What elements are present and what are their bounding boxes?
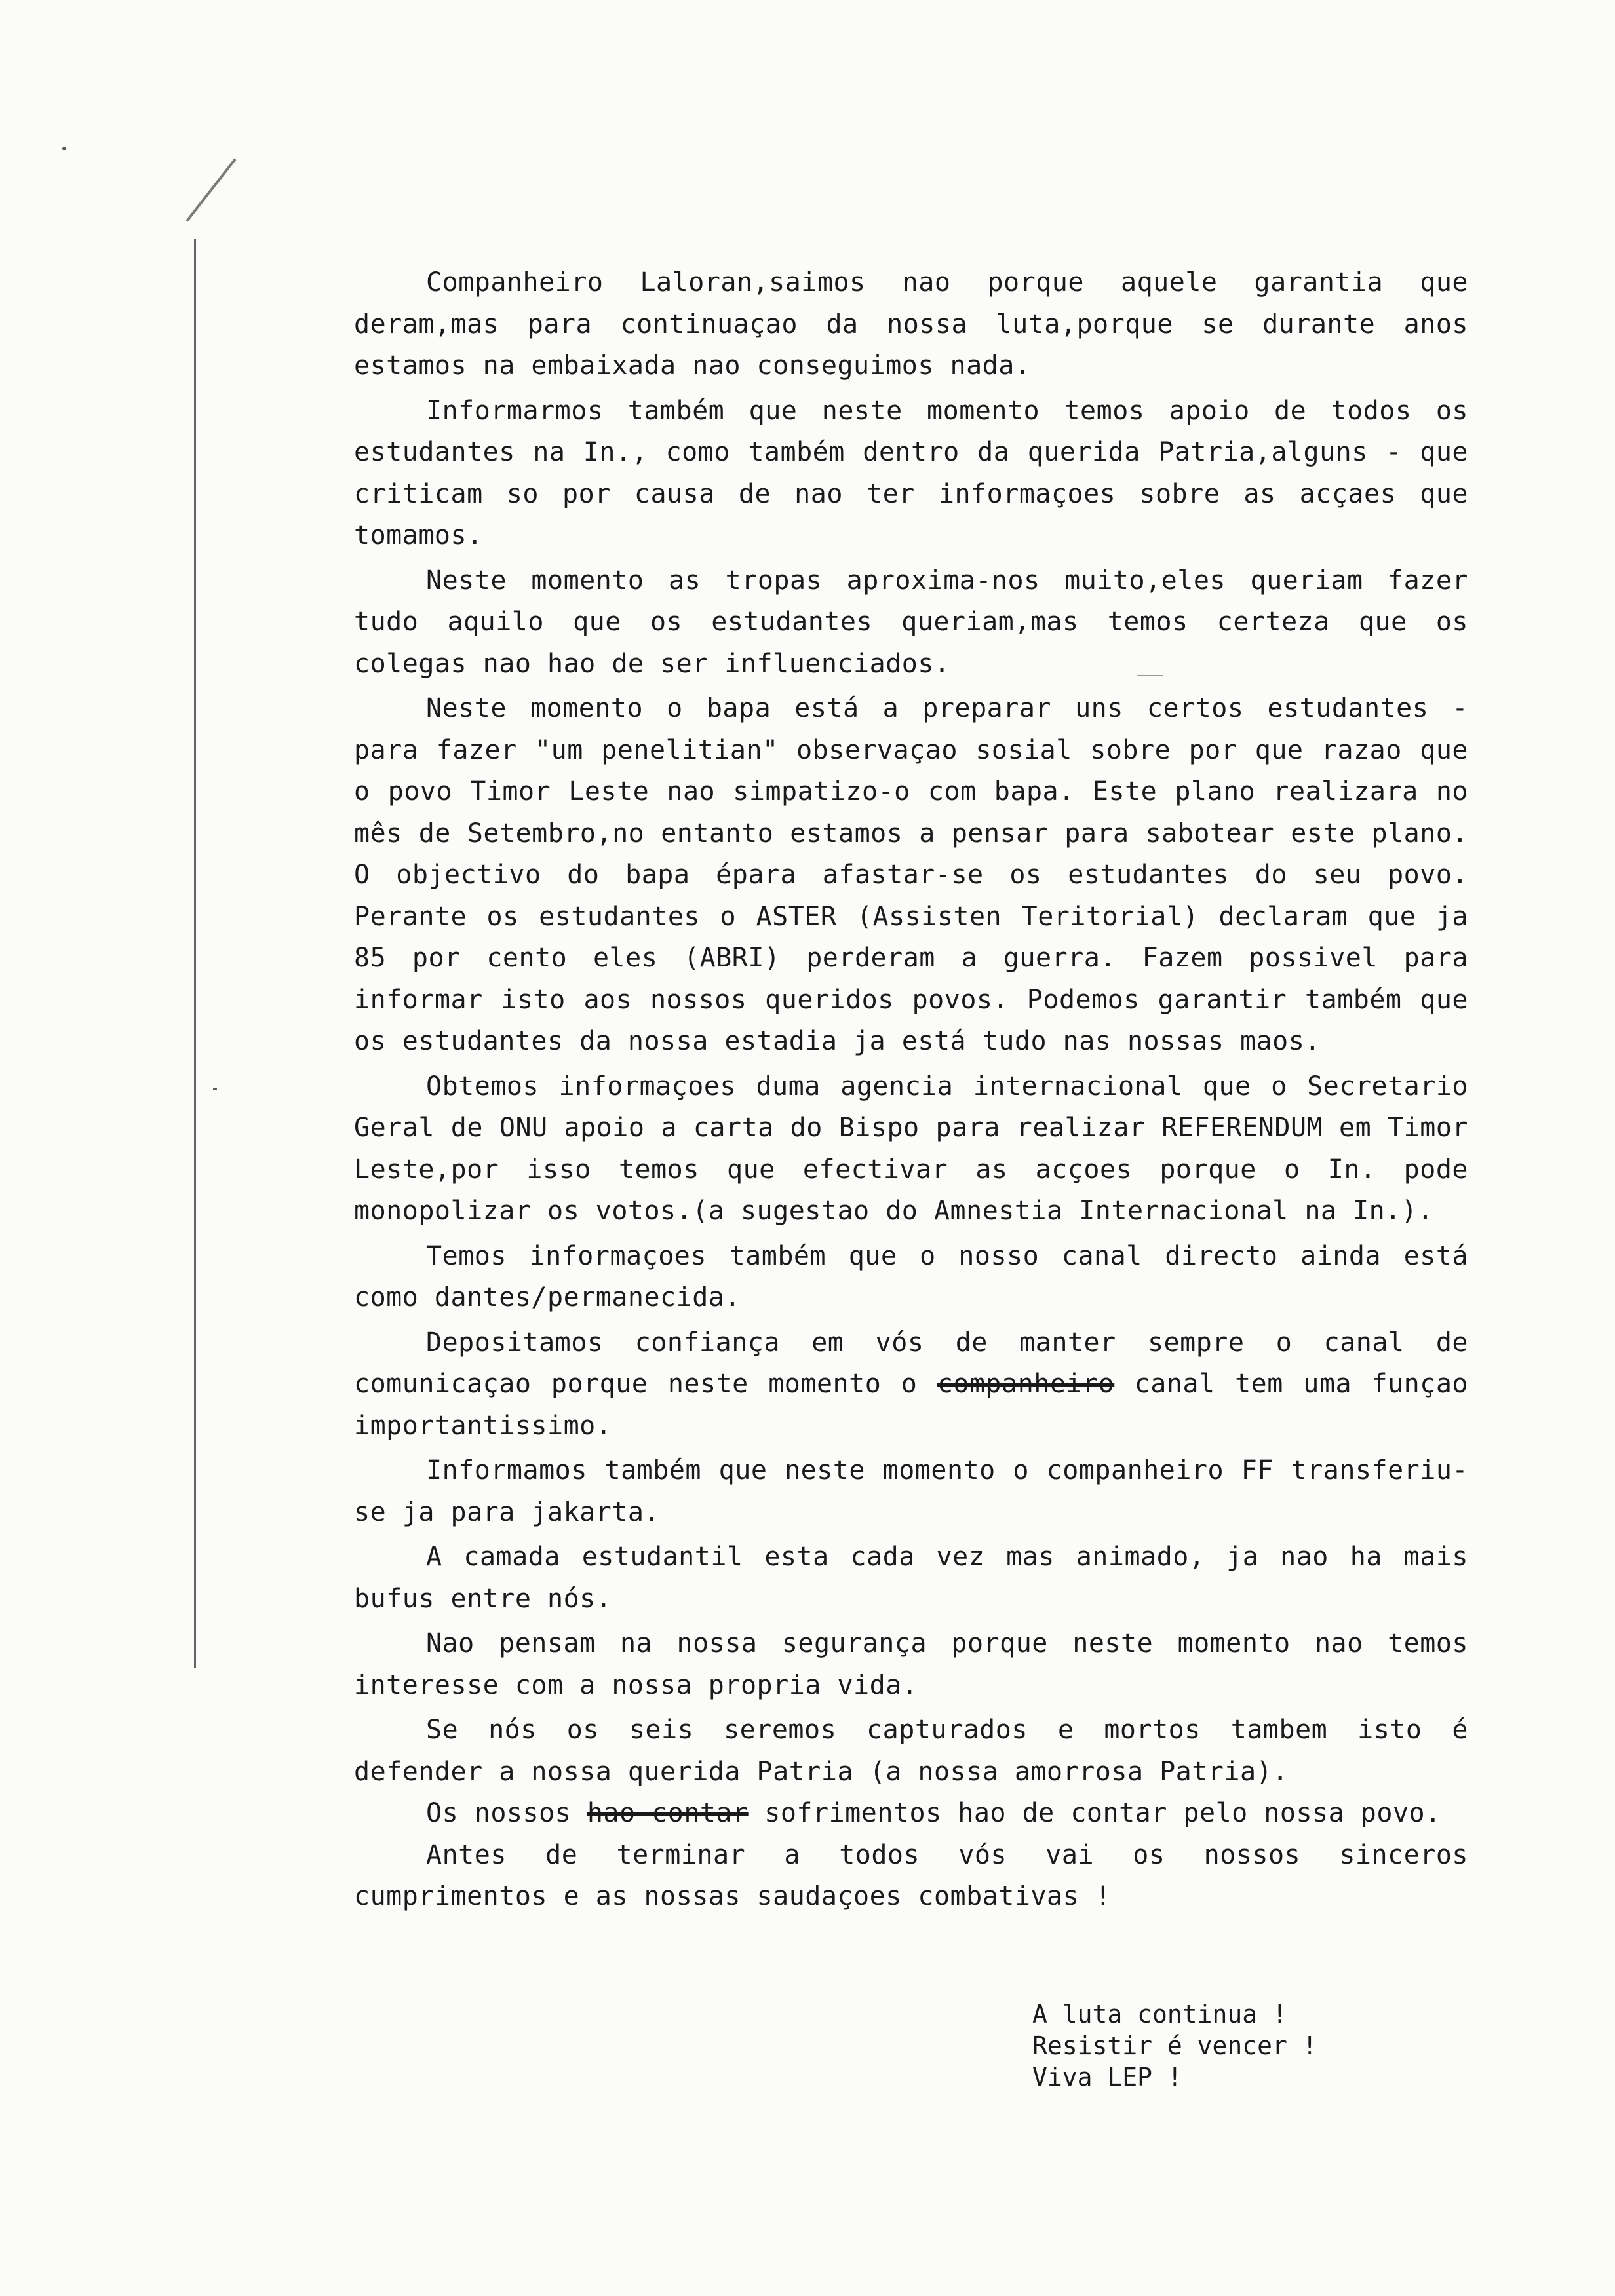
paragraph <box>354 1322 1468 1447</box>
paragraph-text: Os nossos <box>426 1798 572 1828</box>
pen-mark <box>185 158 236 221</box>
paragraph-text: canal tem uma funçao importantissimo. <box>354 1369 1468 1441</box>
paragraph: A camada estudantil esta cada vez mas animado, ja nao ha mais bufus entre nós. <box>354 1542 1468 1614</box>
paragraph <box>354 1793 1468 1835</box>
slogan-line: Resistir é vencer ! <box>1032 2031 1317 2060</box>
margin-rule <box>194 239 196 1668</box>
slogan-line: Viva LEP ! <box>1032 2063 1182 2092</box>
paragraph: Obtemos informaçoes duma agencia internacional que o Secretario Geral de ONU apoio a carta do Bispo para realizar REFERENDUM em Timor Leste,por isso temos que efectivar as acçoes porque o In. pode monopolizar os votos.(a sugestao do Amnestia Internacional na In.). <box>354 1071 1468 1226</box>
paragraph: Temos informaçoes também que o nosso canal directo ainda está como dantes/permanecida. <box>354 1240 1468 1312</box>
paragraph-text: sofrimentos hao de contar pelo nossa povo. <box>764 1798 1441 1828</box>
paragraph: Informamos também que neste momento o companheiro FF transferiu-se ja para jakarta. <box>354 1455 1468 1527</box>
paragraph: Se nós os seis seremos capturados e mortos tambem isto é defender a nossa querida Patria (a nossa amorrosa Patria). <box>354 1715 1468 1787</box>
paragraph: Antes de terminar a todos vós vai os nossos sinceros cumprimentos e as nossas saudaçoes combativas ! <box>354 1839 1468 1911</box>
paragraph: Neste momento as tropas aproxima-nos muito,eles queriam fazer tudo aquilo que os estudantes queriam,mas temos certeza que os colegas nao hao de ser influenciados. <box>354 565 1468 679</box>
struck-word: hao contar <box>587 1798 749 1828</box>
paragraph: Nao pensam na nossa segurança porque neste momento nao temos interesse com a nossa propria vida. <box>354 1628 1468 1700</box>
letter-body <box>354 262 1468 1918</box>
paragraph-text: Depositamos confiança em vós de manter sempre o canal de comunicaçao porque neste momento o <box>354 1327 1468 1399</box>
closing-slogans <box>1032 1999 1317 2093</box>
struck-word: companheiro <box>937 1369 1115 1399</box>
paragraph: Neste momento o bapa está a preparar uns certos estudantes - para fazer "um penelitian" observaçao sosial sobre por que razao que o povo Timor Leste nao simpatizo-o com bapa. Este plano realizara no mês de Setembro,no entanto estamos a pensar para sabotear este plano. O objectivo do bapa épara afastar-se os estudantes do seu povo. Perante os estudantes o ASTER (Assisten Teritorial) declaram que ja 85 por cento eles (ABRI) perderam a guerra. Fazem possivel para informar isto aos nossos queridos povos. Podemos garantir também que os estudantes da nossa estadia ja está tudo nas nossas maos. <box>354 693 1468 1056</box>
slogan-line: A luta continua ! <box>1032 2000 1287 2029</box>
paragraph: Companheiro Laloran,saimos nao porque aquele garantia que deram,mas para continuaçao da nossa luta,porque se durante anos estamos na embaixada nao conseguimos nada. <box>354 267 1468 381</box>
ink-speck <box>62 147 66 150</box>
paragraph: Informarmos também que neste momento temos apoio de todos os estudantes na In., como também dentro da querida Patria,alguns - que criticam so por causa de nao ter informaçoes sobre as acçaes que tomamos. <box>354 395 1468 550</box>
ink-speck <box>213 1088 217 1090</box>
